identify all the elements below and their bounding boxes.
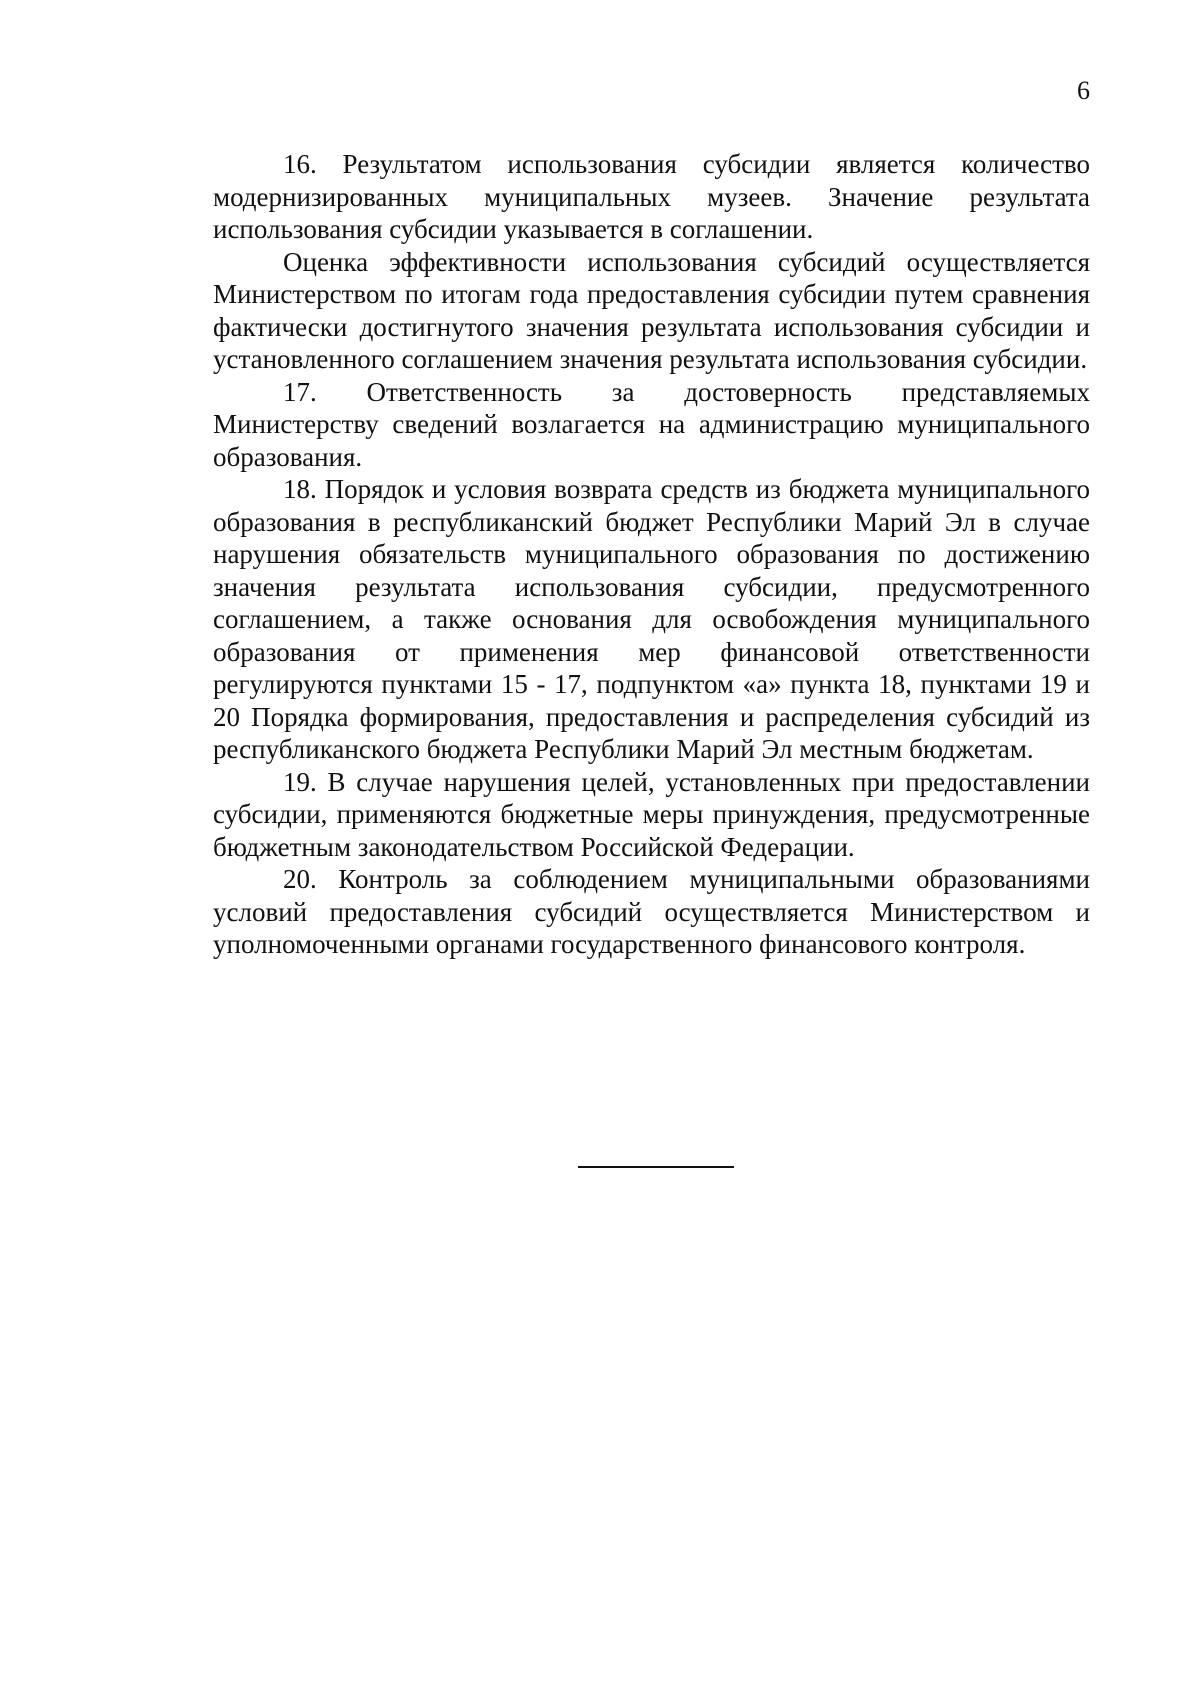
paragraph-number: 16. bbox=[283, 149, 317, 179]
paragraph-number: 18. bbox=[283, 474, 317, 504]
page-number: 6 bbox=[1077, 76, 1090, 105]
end-of-document-rule bbox=[578, 1166, 734, 1168]
paragraph-19 bbox=[213, 766, 1090, 864]
paragraph-text: Контроль за соблюдением муниципальными образованиями условий предоставления субсидий осуществляется Министерством и уполномоченными органами государственного финансового контроля. bbox=[213, 864, 1091, 959]
paragraph-18 bbox=[213, 473, 1090, 766]
paragraph-16-evaluation bbox=[213, 246, 1090, 376]
document-body bbox=[213, 148, 1090, 961]
paragraph-text: В случае нарушения целей, установленных при предоставлении субсидии, применяются бюджетные меры принуждения, предусмотренные бюджетным законодательством Российской Федерации. bbox=[213, 766, 1090, 862]
paragraph-text: Результатом использования субсидии является количество модернизированных муниципальных музеев. Значение результата использования субсидии указывается в соглашении. bbox=[213, 149, 1090, 244]
paragraph-text: Порядок и условия возврата средств из бюджета муниципального образования в республиканский бюджет Республики Марий Эл в случае нарушения обязательств муниципального образования по достижению значения результата использования субсидии, предусмотренного соглашением, а также основания для освобождения муниципального образования от применения мер финансовой ответственности регулируются пунктами 15 - 17, подпунктом «а» пункта 18, пунктами 19 и 20 Порядка формирования, предоставления и распределения субсидий из республиканского бюджета Республики Марий Эл местным бюджетам. bbox=[213, 474, 1091, 764]
paragraph-16 bbox=[213, 148, 1090, 246]
paragraph-number: 19. bbox=[283, 766, 317, 797]
paragraph-number: 20. bbox=[283, 864, 317, 894]
paragraph-20 bbox=[213, 863, 1090, 961]
paragraph-number: 17. bbox=[283, 376, 317, 407]
paragraph-text: Оценка эффективности использования субсидий осуществляется Министерством по итогам года предоставления субсидии путем сравнения фактически достигнутого значения результата использования субсидии и установленного соглашением значения результата использования субсидии. bbox=[213, 246, 1090, 374]
paragraph-text: Ответственность за достоверность представляемых Министерству сведений возлагается на администрацию муниципального образования. bbox=[213, 376, 1091, 472]
paragraph-17 bbox=[213, 376, 1090, 474]
